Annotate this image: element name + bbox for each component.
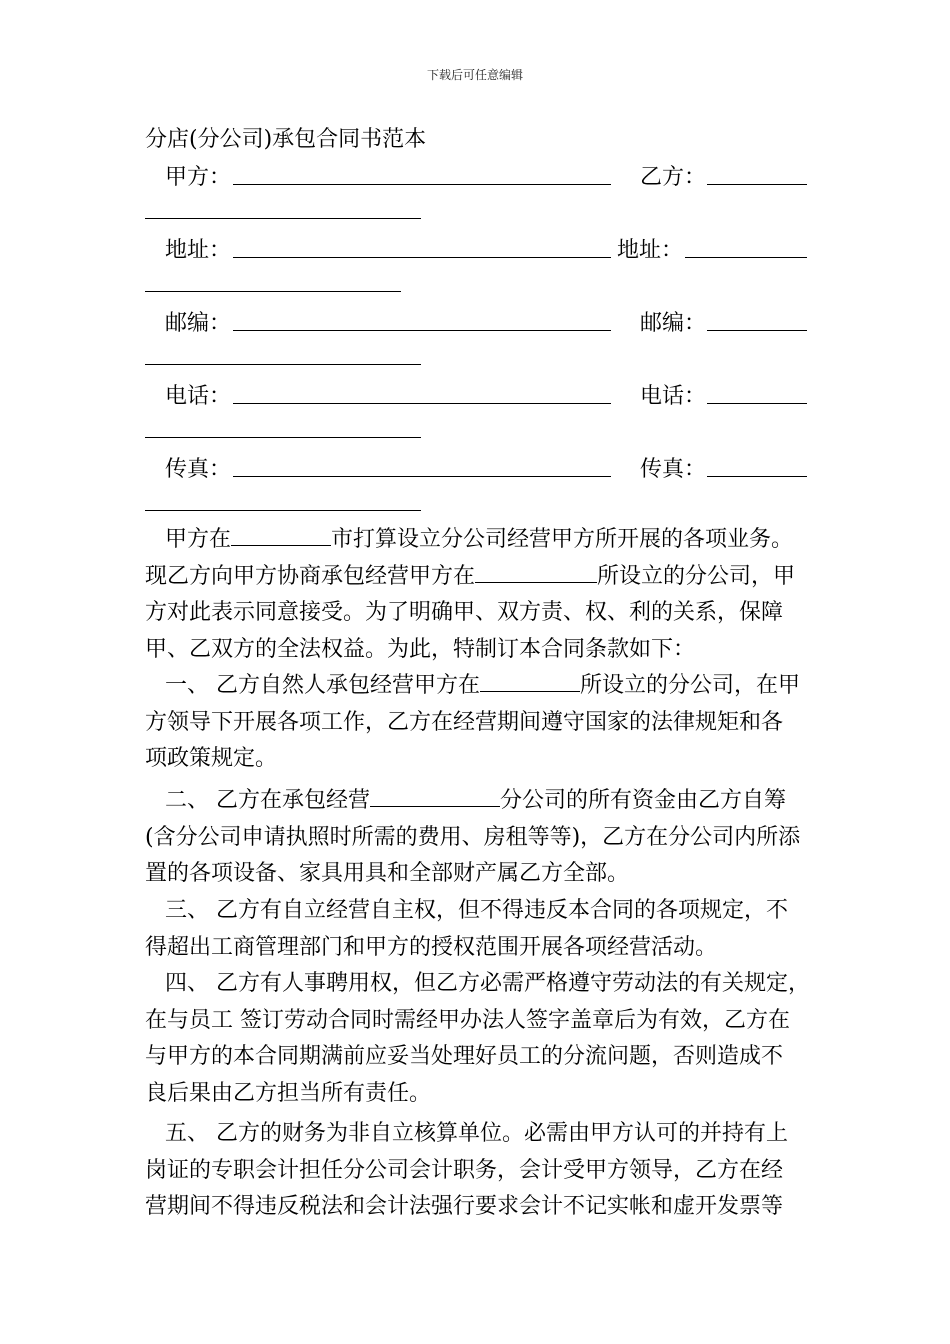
party-a-fax-label: 传真： <box>165 457 232 482</box>
clause-2-branch-blank[interactable] <box>370 784 500 807</box>
field-row-address <box>145 233 810 273</box>
party-a-phone-label: 电话： <box>165 384 232 409</box>
party-b-fax-input-line[interactable] <box>707 476 807 477</box>
party-b-phone-input-line-cont[interactable] <box>145 437 421 438</box>
party-b-address-input-line[interactable] <box>685 257 807 258</box>
party-b-postcode-label: 邮编： <box>640 311 707 336</box>
party-b-address-input-line-cont[interactable] <box>145 291 401 292</box>
clause-2-text-1a: 二、 乙方在承包经营 <box>165 788 370 813</box>
clause-1-text-3: 项政策规定。 <box>145 746 278 771</box>
clause-4 <box>145 966 815 1112</box>
location-blank[interactable] <box>475 560 597 583</box>
clause-2-text-1b: 分公司的所有资金由乙方自筹 <box>500 788 787 813</box>
party-a-fax-input-line[interactable] <box>233 476 611 477</box>
intro-text-1b: 市打算设立分公司经营甲方所开展的各项业务。 <box>331 527 794 552</box>
document-title: 分店(分公司)承包合同书范本 <box>145 127 427 152</box>
party-a-input-line[interactable] <box>233 184 611 185</box>
city-blank[interactable] <box>231 523 331 546</box>
field-row-phone <box>145 379 810 419</box>
clause-4-text-2: 在与员工 签订劳动合同时需经甲办法人签字盖章后为有效，乙方在 <box>145 1007 790 1033</box>
clause-5 <box>145 1116 815 1226</box>
party-b-label: 乙方： <box>640 165 707 190</box>
field-row-postcode <box>145 306 810 346</box>
clause-3-text-2: 得超出工商管理部门和甲方的授权范围开展各项经营活动。 <box>145 934 718 960</box>
intro-text-3: 方对此表示同意接受。为了明确甲、双方责、权、利的关系，保障 <box>145 600 784 625</box>
intro-paragraph <box>145 522 815 668</box>
intro-text-2b: 所设立的分公司，甲 <box>597 563 796 589</box>
party-a-label: 甲方： <box>165 165 232 190</box>
clause-5-text-2: 岗证的专职会计担任分公司会计职务，会计受甲方领导，乙方在经 <box>145 1157 784 1183</box>
intro-text-2a: 现乙方向甲方协商承包经营甲方在 <box>145 563 476 589</box>
party-a-phone-input-line[interactable] <box>233 403 611 404</box>
party-b-input-line[interactable] <box>707 184 807 185</box>
party-b-input-line-cont[interactable] <box>145 218 421 219</box>
clause-5-text-3: 营期间不得违反税法和会计法强行要求会计不记实帐和虚开发票等 <box>145 1194 784 1219</box>
party-b-address-label: 地址： <box>617 238 684 263</box>
party-a-address-label: 地址： <box>165 238 232 263</box>
party-b-postcode-input-line-cont[interactable] <box>145 364 421 365</box>
party-b-fax-input-line-cont[interactable] <box>145 510 421 511</box>
party-a-address-input-line[interactable] <box>233 257 611 258</box>
party-b-phone-input-line[interactable] <box>707 403 807 404</box>
intro-text-4: 甲、乙双方的全法权益。为此，特制订本合同条款如下： <box>145 636 696 662</box>
field-row-party <box>145 160 810 200</box>
clause-1-location-blank[interactable] <box>480 669 580 692</box>
clause-1 <box>145 668 815 778</box>
party-b-postcode-input-line[interactable] <box>707 330 807 331</box>
clause-2-text-2: (含分公司申请执照时所需的费用、房租等等)，乙方在分公司内所添 <box>145 824 801 850</box>
clause-3-text-1: 三、 乙方有自立经营自主权，但不得违反本合同的各项规定，不 <box>165 898 788 923</box>
party-a-postcode-input-line[interactable] <box>233 330 611 331</box>
clause-2 <box>145 783 815 893</box>
clause-4-text-1: 四、 乙方有人事聘用权，但乙方必需严格遵守劳动法的有关规定， <box>165 971 810 996</box>
party-a-postcode-label: 邮编： <box>165 311 232 336</box>
field-row-fax <box>145 452 810 492</box>
clause-3 <box>145 893 815 966</box>
clause-5-text-1: 五、 乙方的财务为非自立核算单位。必需由甲方认可的并持有上 <box>165 1121 788 1146</box>
clause-4-text-3: 与甲方的本合同期满前应妥当处理好员工的分流问题，否则造成不 <box>145 1044 784 1069</box>
header-note: 下载后可任意编辑 <box>426 68 523 82</box>
party-b-phone-label: 电话： <box>640 384 707 409</box>
clause-1-text-2: 方领导下开展各项工作，乙方在经营期间遵守国家的法律规矩和各 <box>145 709 784 735</box>
clause-2-text-3: 置的各项设备、家具用具和全部财产属乙方全部。 <box>145 861 630 886</box>
clause-1-text-1b: 所设立的分公司，在甲 <box>580 673 801 698</box>
party-b-fax-label: 传真： <box>640 457 707 482</box>
intro-text-1a: 甲方在 <box>165 527 232 552</box>
clause-4-text-4: 良后果由乙方担当所有责任。 <box>145 1080 432 1106</box>
clause-1-text-1a: 一、 乙方自然人承包经营甲方在 <box>165 673 480 698</box>
